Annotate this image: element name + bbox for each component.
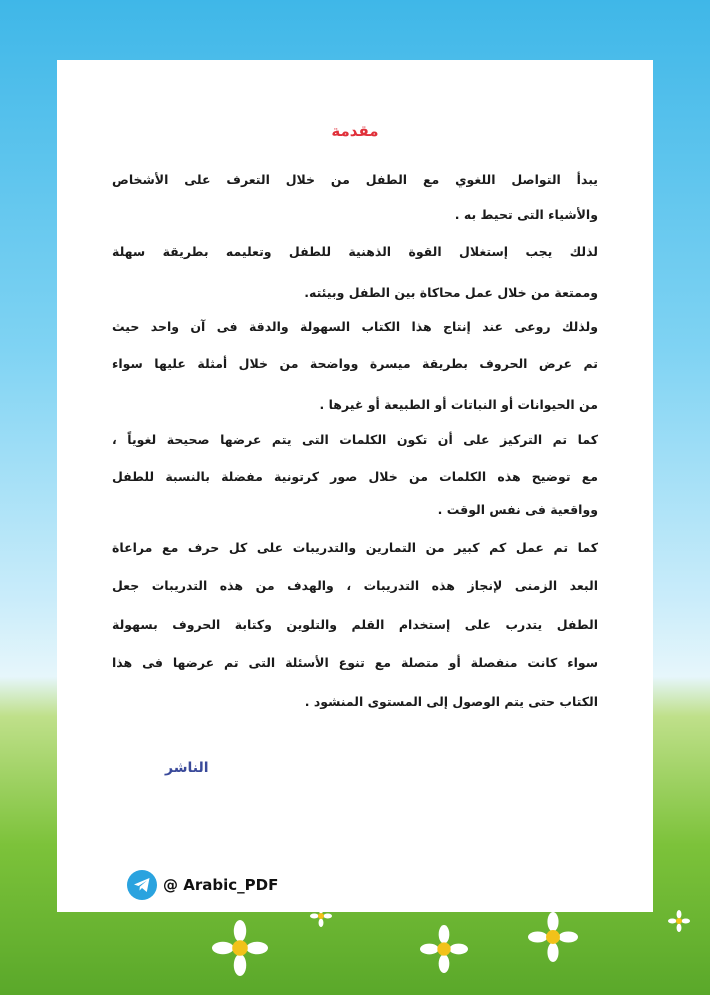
text-line: ولذلك روعى عند إنتاج هذا الكتاب السهولة والدقة فى آن واحد حيث xyxy=(112,319,598,334)
text-line: سواء كانت منفصلة أو متصلة مع تنوع الأسئلة التى تم عرضها فى هذا xyxy=(112,655,598,670)
text-line: الطفل يتدرب على إستخدام القلم والتلوين وكتابة الحروف بسهولة xyxy=(112,617,598,632)
telegram-watermark[interactable] xyxy=(127,870,288,900)
telegram-icon xyxy=(127,870,157,900)
daisy-icon xyxy=(420,925,468,973)
text-line: كما تم التركيز على أن تكون الكلمات التى يتم عرضها صحيحة لغوياً ، xyxy=(112,432,598,447)
page-title: مقدمة xyxy=(331,122,379,140)
daisy-icon xyxy=(528,912,578,962)
telegram-handle: @ Arabic_PDF xyxy=(163,876,279,894)
text-line: من الحيوانات أو النباتات أو الطبيعة أو غيرها . xyxy=(319,397,598,412)
text-line: الكتاب حتى يتم الوصول إلى المستوى المنشود . xyxy=(304,694,598,709)
text-line: وممتعة من خلال عمل محاكاة بين الطفل وبيئته. xyxy=(304,285,598,300)
text-line: مع توضيح هذه الكلمات من خلال صور كرتونية مفضلة بالنسبة للطفل xyxy=(112,469,598,484)
daisy-icon xyxy=(310,905,332,927)
document-page xyxy=(57,60,653,912)
text-line: وواقعية فى نفس الوقت . xyxy=(437,502,598,517)
text-line: لذلك يجب إستغلال القوة الذهنية للطفل وتعليمه بطريقة سهلة xyxy=(112,244,598,259)
text-line: والأشياء التى تحيط به . xyxy=(454,207,598,222)
text-line: كما تم عمل كم كبير من التمارين والتدريبات على كل حرف مع مراعاة xyxy=(112,540,598,555)
daisy-icon xyxy=(668,910,690,932)
signature: الناشر xyxy=(165,760,209,776)
text-line: تم عرض الحروف بطريقة ميسرة وواضحة من خلال أمثلة عليها سواء xyxy=(112,356,598,371)
daisy-icon xyxy=(212,920,268,976)
text-line: البعد الزمنى لإنجاز هذه التدريبات ، والهدف من هذه التدريبات جعل xyxy=(112,578,598,593)
text-line: يبدأ التواصل اللغوي مع الطفل من خلال التعرف على الأشخاص xyxy=(112,172,598,187)
